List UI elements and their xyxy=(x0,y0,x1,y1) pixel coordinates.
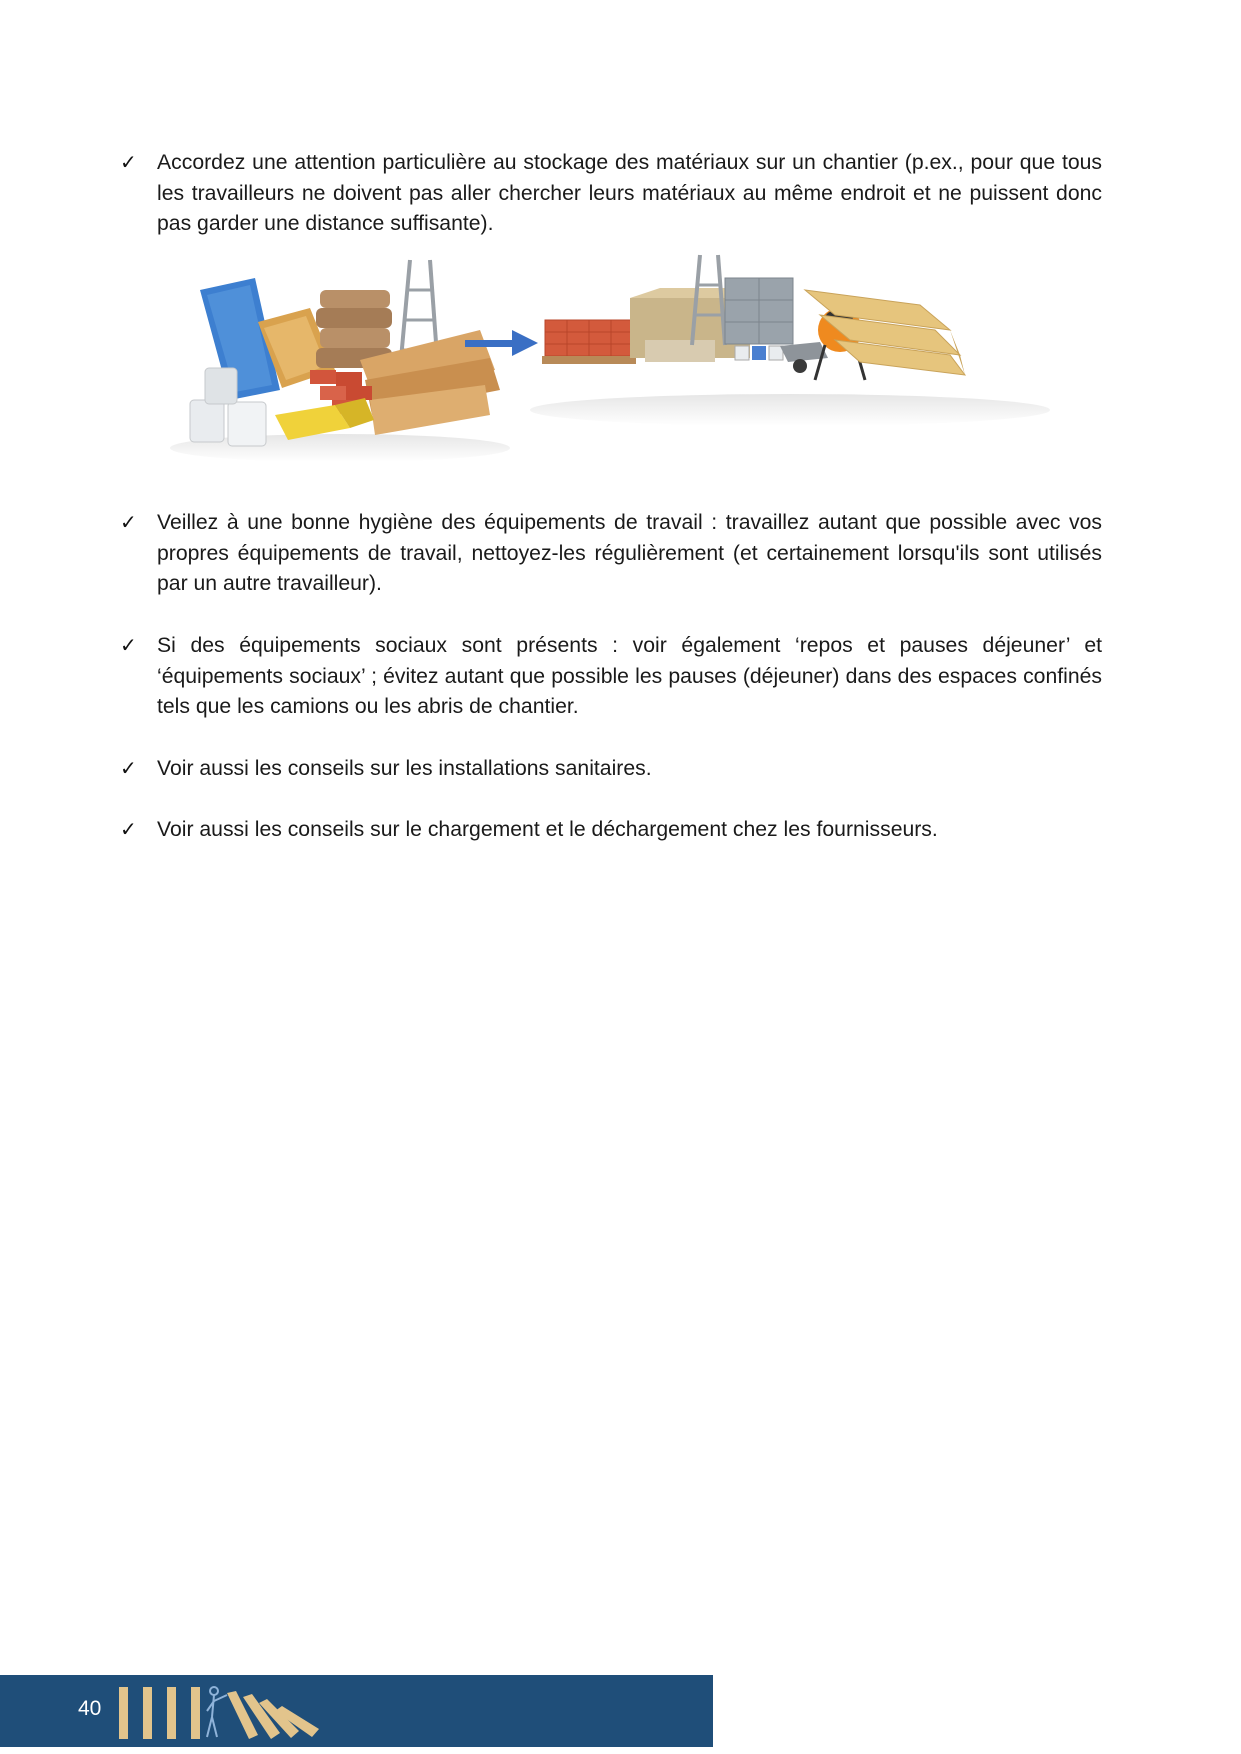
organized-materials-storage xyxy=(530,255,1050,426)
check-icon: ✓ xyxy=(120,756,137,780)
bullet-text: Veillez à une bonne hygiène des équipements de travail : travaillez autant que possible avec vos propres équipements de travail, nettoyez-les régulièrement (et certainement lorsqu'ils sont utilisés par un autre travailleur). xyxy=(157,511,1102,596)
bullet-text: Voir aussi les conseils sur les installations sanitaires. xyxy=(157,757,652,780)
footer-bar xyxy=(0,1675,713,1747)
bullet-social-equipment xyxy=(120,631,1102,723)
bullet-storage xyxy=(120,148,1102,240)
materials-storage-illustration xyxy=(160,250,1070,480)
check-icon: ✓ xyxy=(120,510,137,534)
check-icon: ✓ xyxy=(120,817,137,841)
bullet-hygiene xyxy=(120,508,1102,600)
check-icon: ✓ xyxy=(120,150,137,174)
messy-materials-pile xyxy=(170,260,510,462)
bullet-text: Voir aussi les conseils sur le chargement et le déchargement chez les fournisseurs. xyxy=(157,818,938,841)
bullet-sanitary xyxy=(120,754,1102,785)
bullet-text: Accordez une attention particulière au stockage des matériaux sur un chantier (p.ex., pour que tous les travailleurs ne doivent pas aller chercher leurs matériaux au même endroit et ne puissent donc pas garder une distance suffisante). xyxy=(157,151,1102,236)
page-number: 40 xyxy=(78,1697,102,1720)
check-icon: ✓ xyxy=(120,633,137,657)
bullet-loading xyxy=(120,815,1102,846)
falling-planks-worker-logo xyxy=(115,1681,335,1743)
bullet-text: Si des équipements sociaux sont présents : voir également ‘repos et pauses déjeuner’ et ‘équipements sociaux’ ; évitez autant que possible les pauses (déjeuner) dans des espaces confinés tels que les camions ou les abris de chantier. xyxy=(157,634,1102,719)
